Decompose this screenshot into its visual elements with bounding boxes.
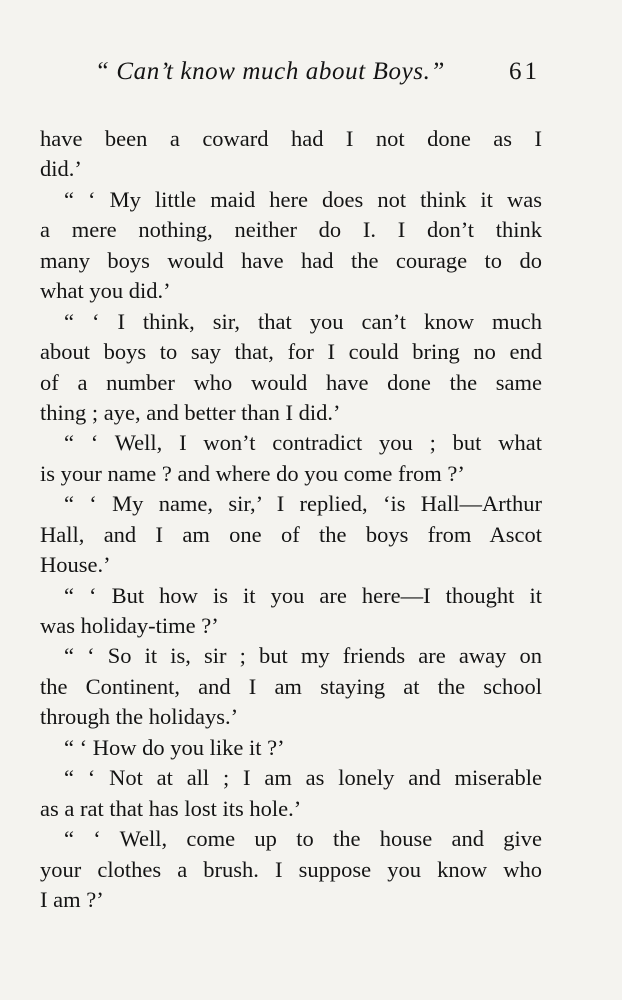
text-line: “ ‘ I think, sir, that you can’t know much [64, 308, 542, 334]
text-line: “ ‘ Well, come up to the house and give [64, 826, 542, 852]
text-line: “ ‘ But how is it you are here—I thought it [64, 582, 542, 608]
text-line: of a number who would have done the same [40, 369, 542, 395]
text-line: “ ‘ My name, sir,’ I replied, ‘is Hall—Arthur [64, 491, 542, 517]
text-line: was holiday-time ?’ [40, 613, 219, 638]
text-line: about boys to say that, for I could bring no end [40, 339, 542, 365]
text-line: did.’ [40, 156, 82, 182]
text-line: I am ?’ [40, 886, 104, 912]
text-line: many boys would have had the courage to do [40, 247, 542, 273]
text-line: thing ; aye, and better than I did.’ [40, 399, 341, 425]
text-line: Hall, and I am one of the boys from Ascot [40, 521, 542, 547]
text-line: what you did.’ [40, 278, 171, 304]
text-line: the Continent, and I am staying at the school [40, 673, 542, 699]
text-line: as a rat that has lost its hole.’ [40, 795, 302, 821]
text-line: House.’ [40, 552, 111, 578]
text-line: have been a coward had I not done as I [40, 126, 542, 151]
page-number: 61 [509, 58, 540, 85]
text-line: a mere nothing, neither do I. I don’t think [40, 217, 542, 243]
text-line: “ ‘ Not at all ; I am as lonely and miserable [64, 765, 542, 791]
text-line: “ ‘ Well, I won’t contradict you ; but what [64, 430, 542, 456]
running-head [0, 58, 622, 94]
text-line: “ ‘ So it is, sir ; but my friends are away on [64, 643, 542, 669]
running-head-title: “ Can’t know much about Boys.” [95, 58, 445, 85]
text-line: your clothes a brush. I suppose you know who [40, 856, 542, 882]
text-line: “ ‘ How do you like it ?’ [64, 734, 285, 760]
text-line: is your name ? and where do you come from ?’ [40, 460, 465, 486]
body-text [40, 124, 542, 915]
text-line: through the holidays.’ [40, 704, 239, 730]
text-line: “ ‘ My little maid here does not think it was [64, 186, 542, 212]
